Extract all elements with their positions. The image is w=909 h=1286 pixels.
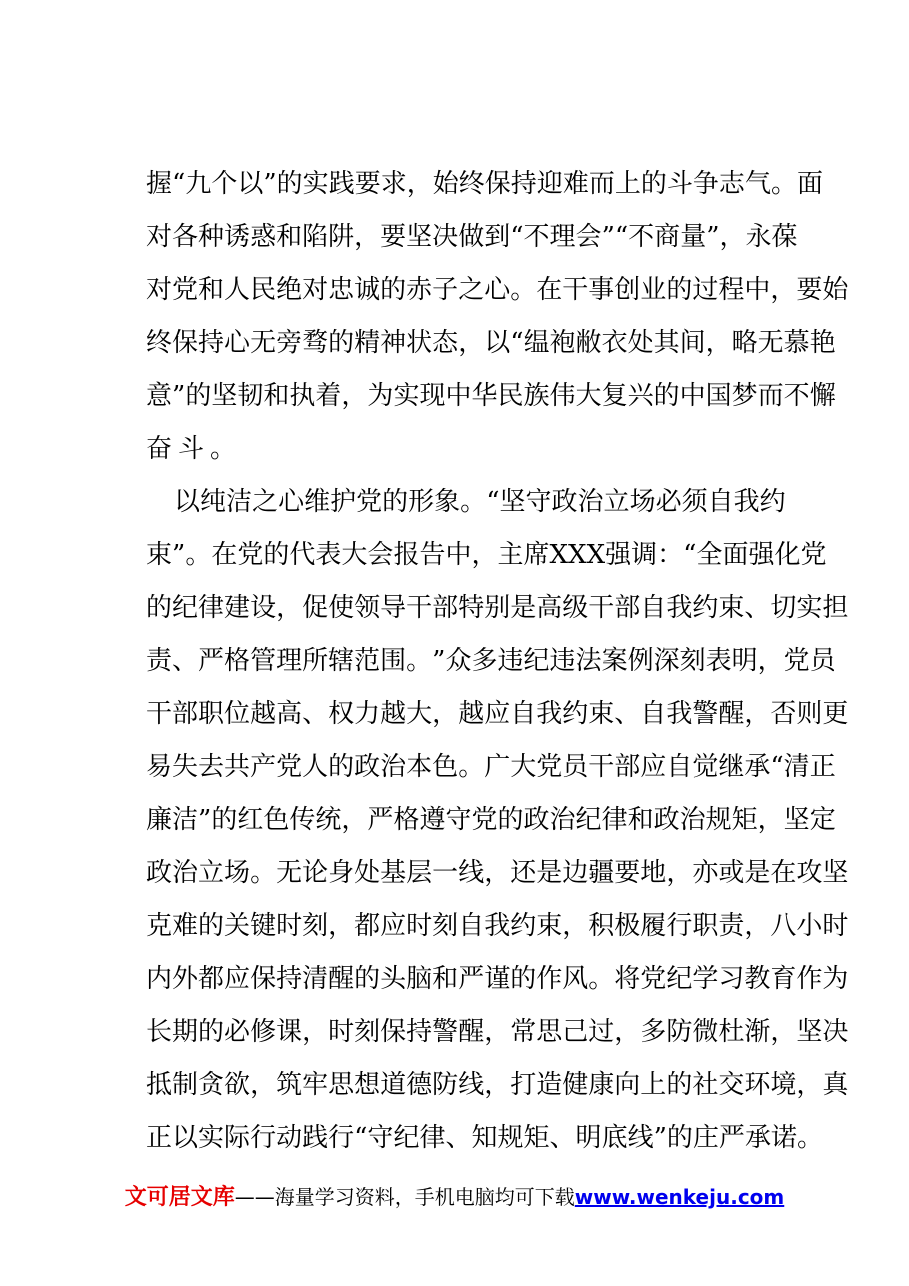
text-line: 握 “ 九 个 以 ” 的 实 践 要 求 ， 始 终 保 持 迎 难 而 上 的 斗 争 志 气 。 面 bbox=[146, 169, 823, 199]
text-line: 内 外 都 应 保 持 清 醒 的 头 脑 和 严 谨 的 作 风 。 将 党 纪 学 习 教 育 作 为 bbox=[146, 964, 849, 994]
text-line: 长 期 的 必 修 课 ， 时 刻 保 持 警 醒 ， 常 思 己 过 ， 多 防 微 杜 渐 ， 坚 决 bbox=[146, 1017, 849, 1047]
text-line: 意 ” 的 坚 韧 和 执 着 ， 为 实 现 中 华 民 族 伟 大 复 兴 的 中 国 梦 而 不 懈 bbox=[146, 381, 836, 411]
text-line: 以 纯 洁 之 心 维 护 党 的 形 象 。 “ 坚 守 政 治 立 场 必 须 自 我 约 bbox=[174, 487, 786, 517]
text-line: 易 失 去 共 产 党 人 的 政 治 本 色 。 广 大 党 员 干 部 应 自 觉 继 承 “ 清 正 bbox=[146, 752, 836, 782]
text-line: 的 纪 律 建 设 ， 促 使 领 导 干 部 特 别 是 高 级 干 部 自 我 约 束 、 切 实 担 bbox=[146, 593, 849, 623]
text-line: 责 、 严 格 管 理 所 辖 范 围 。 ” 众 多 违 纪 违 法 案 例 深 刻 表 明 ， 党 员 bbox=[146, 646, 836, 676]
footer-banner bbox=[0, 1180, 909, 1214]
website-link[interactable]: www.wenkeju.com bbox=[574, 1185, 785, 1209]
text-line: 终 保 持 心 无 旁 骛 的 精 神 状 态 ， 以 “ 缊 袍 敝 衣 处 其 间 ， 略 无 慕 艳 bbox=[146, 328, 836, 358]
text-line: 对 各 种 诱 惑 和 陷 阱 ， 要 坚 决 做 到 “ 不 理 会 ” “ 不 商 量 ” ， 永 葆 bbox=[146, 222, 798, 252]
brand-name: 文可居文库 bbox=[124, 1185, 235, 1210]
text-line: 正 以 实 际 行 动 践 行 “ 守 纪 律 、 知 规 矩 、 明 底 线 ” 的 庄 严 承 诺 。 bbox=[146, 1123, 823, 1153]
text-line: 对 党 和 人 民 绝 对 忠 诚 的 赤 子 之 心 。 在 干 事 创 业 的 过 程 中 ， 要 始 bbox=[146, 275, 849, 305]
text-line: 束 ” 。 在 党 的 代 表 大 会 报 告 中 ， 主 席 X X X 强 调 ： “ 全 面 强 化 党 bbox=[146, 540, 827, 570]
footer-tagline: ——海量学习资料，手机电脑均可下载 bbox=[234, 1185, 575, 1209]
text-line: 奋斗。 bbox=[146, 434, 243, 464]
text-line: 廉 洁 ” 的 红 色 传 统 ， 严 格 遵 守 党 的 政 治 纪 律 和 政 治 规 矩 ， 坚 定 bbox=[146, 805, 836, 835]
text-line: 政 治 立 场 。 无 论 身 处 基 层 一 线 ， 还 是 边 疆 要 地 ， 亦 或 是 在 攻 坚 bbox=[146, 858, 849, 888]
text-line: 干 部 职 位 越 高 、 权 力 越 大 ， 越 应 自 我 约 束 、 自 我 警 醒 ， 否 则 更 bbox=[146, 699, 849, 729]
text-line: 抵 制 贪 欲 ， 筑 牢 思 想 道 德 防 线 ， 打 造 健 康 向 上 的 社 交 环 境 ， 真 bbox=[146, 1070, 849, 1100]
text-line: 克 难 的 关 键 时 刻 ， 都 应 时 刻 自 我 约 束 ， 积 极 履 行 职 责 ， 八 小 时 bbox=[146, 911, 849, 941]
